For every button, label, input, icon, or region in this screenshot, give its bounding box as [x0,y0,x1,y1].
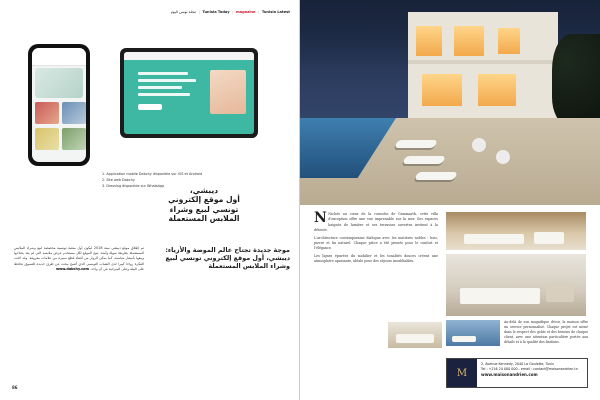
caption-line: 2. Site web Dabchy [102,177,135,182]
article-subtitle: موجة جديدة تجتاح عالم الموضة والأزياء: ديبشي، أول موقع إلكتروني تونسي لبيع وشراء الملابس المستعملة [165,246,290,271]
article-text-secondary: Au-delà de son magnifique décor, la maison offre un service personnalisé. Chaque projet est mené dans le respect des goûts et des besoins de chaque client, avec une attention particulière portée aux détails et à la qualité des finitions. [504,320,588,344]
paragraph: Nichée au cœur de la corniche de Gammarth, cette villa d'exception offre une vue imprenable sur la mer. Ses espaces baignés de lumière et ses terrasses ouvertes invitent à la détente. [314,212,438,233]
article-title [144,186,264,224]
title-line: تونسي لبيع وشراء [169,204,239,214]
logo-mark: M [456,367,468,379]
interior-photo [446,212,586,250]
bedroom-photo [388,322,442,348]
page-header: Tunisia Today | magazine | Tunisia Latest| مجلة تونس اليوم [170,10,290,14]
title-line: الملابس المستعملة [168,214,240,224]
page-number: 86 [12,385,18,390]
drop-cap: N [314,210,327,226]
right-page [300,0,600,400]
website-link[interactable]: www.maisonandrien.com [481,372,538,377]
paragraph: Les lignes épurées du mobilier et les tonalités douces créent une atmosphère apaisante, idéale pour des séjours inoubliables. [314,253,438,264]
tablet-mockup [120,48,258,138]
article-body [14,246,144,272]
terrace-photo [446,320,500,346]
address-line: 2, Avenue Kennedy, 2040 La Goulette, Tunis [481,362,554,366]
phone-email-line: Tel : +216 24 000 000 - email : contact@maisonandrien.tn [481,367,578,371]
caption-line: 1. Application mobile Dabchy disponible sur iOS et Android [102,172,203,176]
contact-details [477,359,582,387]
phone-mockup [28,44,90,166]
header-item: مجلة تونس اليوم [170,10,197,14]
title-line: ديبشي، [189,186,219,195]
brand-logo [447,359,477,387]
living-room-photo [446,254,586,316]
villa-hero-photo [300,0,600,205]
article-text [314,212,438,267]
advertiser-contact-box [446,358,588,388]
header-item: Tunisia Latest [261,10,290,14]
app-devices-illustration [28,38,258,180]
header-brand-word: magazine [235,10,256,14]
body-text: تم إطلاق موقع ديبشي سنة 2018 ليكون أول منصة تونسية مخصصة لبيع وشراء الملابس المستعملة بطريقة سهلة وآمنة. يتيح الموقع لكل مستخدم عرض ملابسه التي لم يعد يحتاجها وبيعها بأسعار مناسبة، كما يمكن الزوار من اقتناء قطع مميزة من علامات معروفة. وقد لاقت الفكرة رواجا كبيرا لدى الشباب التونسي الذي أصبح يبحث عن طرق جديدة للتسوق تحافظ على البيئة وعلى الميزانية في آن واحد. [14,246,144,271]
website-link[interactable]: www.dabchy.com [55,266,90,271]
caption-line: 3. Dressing disponible sur WhatsApp [102,183,165,188]
title-line: أول موقع إلكتروني [168,195,240,205]
header-item: Tunisia Today [202,10,230,14]
paragraph: L'architecture contemporaine dialogue avec les matières nobles : bois, pierre et lin naturel. Chaque pièce a été pensée pour le confort et l'élégance. [314,235,438,251]
